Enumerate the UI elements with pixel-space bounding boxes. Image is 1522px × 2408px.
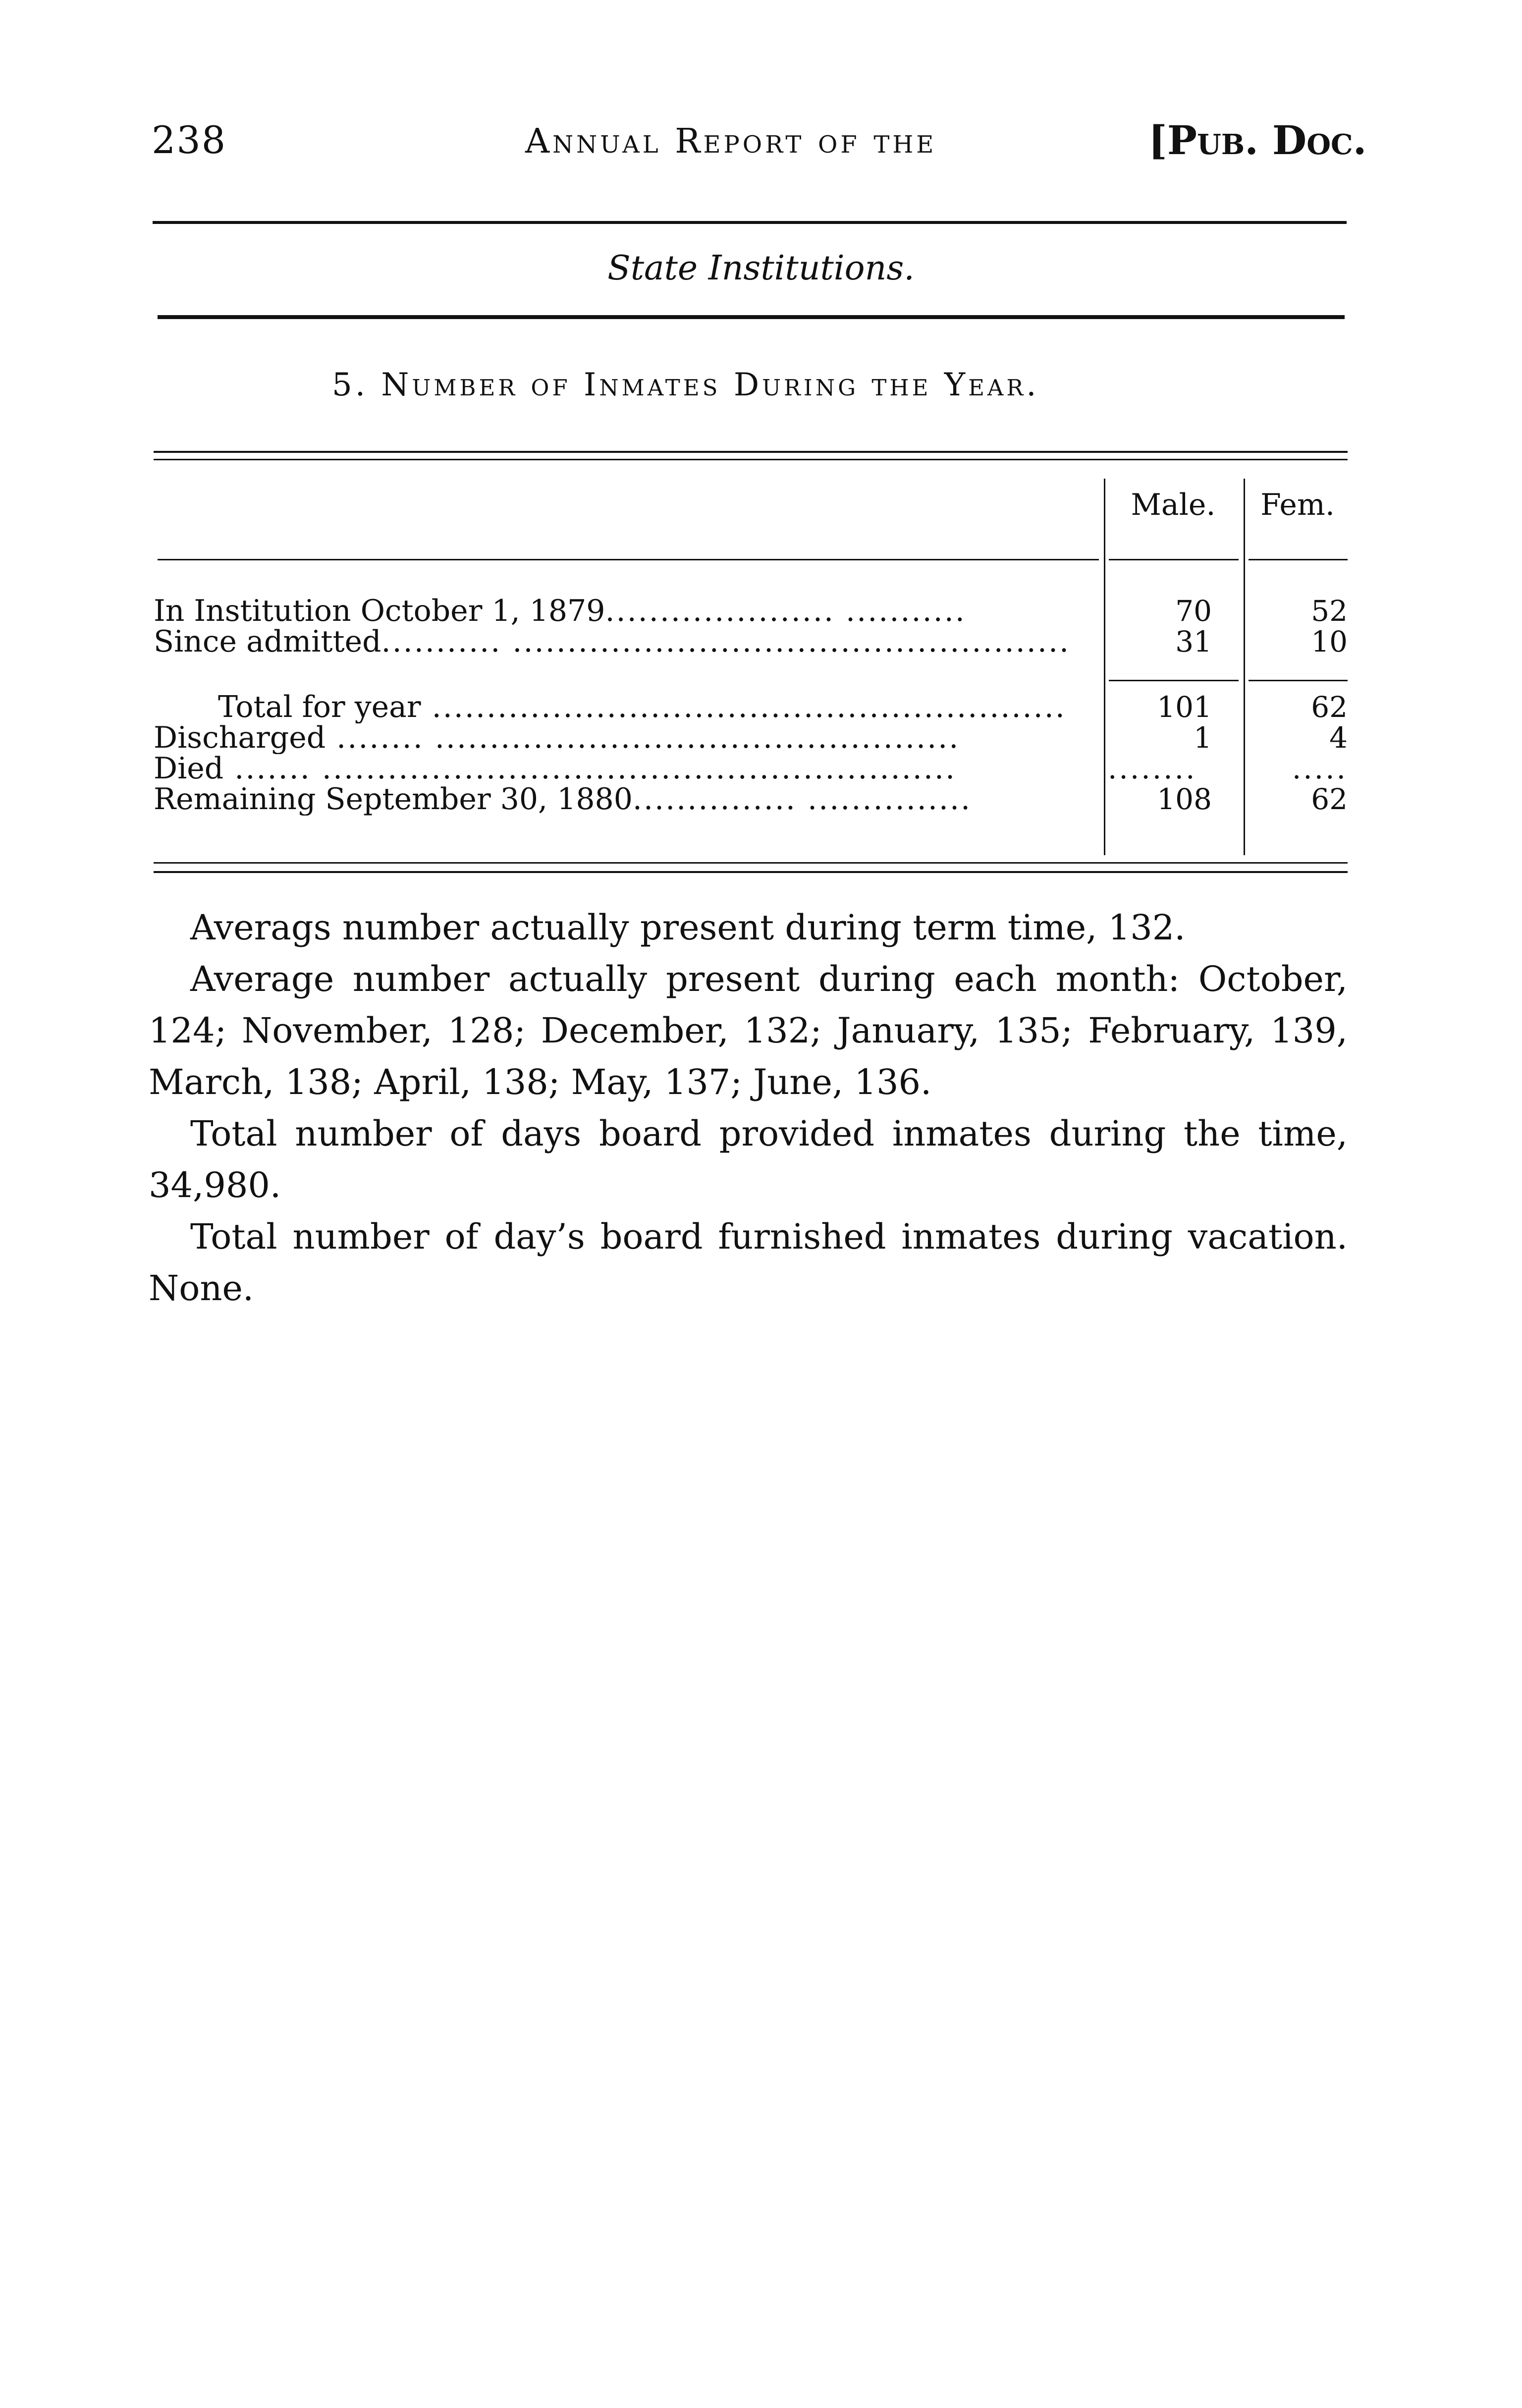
column-divider (1104, 479, 1105, 855)
table-row-label: Discharged ........ ................................................ (154, 721, 960, 754)
column-divider (1244, 479, 1245, 855)
section-rule (158, 315, 1345, 319)
table-row-label: Remaining September 30, 1880............... ............... (154, 783, 972, 816)
table-cell-male: ........ (1108, 752, 1197, 785)
table-cell-female: 62 (1311, 690, 1348, 724)
running-title: Annual Report of the (525, 122, 937, 161)
header-underline (158, 559, 1099, 560)
table-cell-male: 70 (1175, 594, 1212, 628)
table-cell-male: 101 (1157, 690, 1212, 724)
table-row-label: Total for year .......................................................... (218, 691, 1066, 723)
table-row-label: Since admitted........... ................................................... (154, 625, 1071, 658)
paragraph-average-term: Averags number actually present during term time, 132. (190, 907, 1186, 948)
table-cell-male: 108 (1157, 782, 1212, 816)
table-bottom-rule-outer (154, 871, 1348, 873)
header-underline (1109, 559, 1239, 560)
header-rule (153, 221, 1347, 224)
table-bottom-rule (154, 862, 1348, 864)
table-cell-female: 62 (1311, 782, 1348, 816)
paragraph-vacation-board: Total number of day’s board furnished inmates during vacation. None. (149, 1216, 1348, 1309)
column-header-male: Male. (1131, 488, 1216, 522)
table-cell-male: 1 (1194, 721, 1212, 755)
table-top-rule-inner (154, 459, 1348, 460)
table-heading: 5. Number of Inmates During the Year. (332, 367, 1039, 403)
table-cell-female: 52 (1311, 594, 1348, 628)
table-cell-female: 4 (1329, 721, 1348, 755)
subtotal-rule (1249, 680, 1348, 681)
header-underline (1249, 559, 1348, 560)
section-title: State Institutions. (607, 249, 915, 288)
page-number: 238 (152, 118, 227, 162)
table-cell-female: 10 (1311, 625, 1348, 658)
table-top-rule (154, 451, 1348, 453)
table-cell-female: ..... (1292, 752, 1348, 785)
column-header-female: Fem. (1260, 488, 1335, 522)
table-row-label: In Institution October 1, 1879..................... ........... (154, 595, 966, 627)
paragraph-average-monthly: Average number actually present during each month: October, 124; November, 128; December, 132; January, 135; February, 139, March, 138; April, 138; May, 137; June, 136. (149, 959, 1348, 1102)
table-row-label: Died ....... .......................................................... (154, 752, 957, 785)
document-reference: [Pub. Doc. (1148, 117, 1367, 164)
paragraph-total-board: Total number of days board provided inmates during the time, 34,980. (149, 1113, 1348, 1205)
table-cell-male: 31 (1175, 625, 1212, 658)
subtotal-rule (1109, 680, 1239, 681)
